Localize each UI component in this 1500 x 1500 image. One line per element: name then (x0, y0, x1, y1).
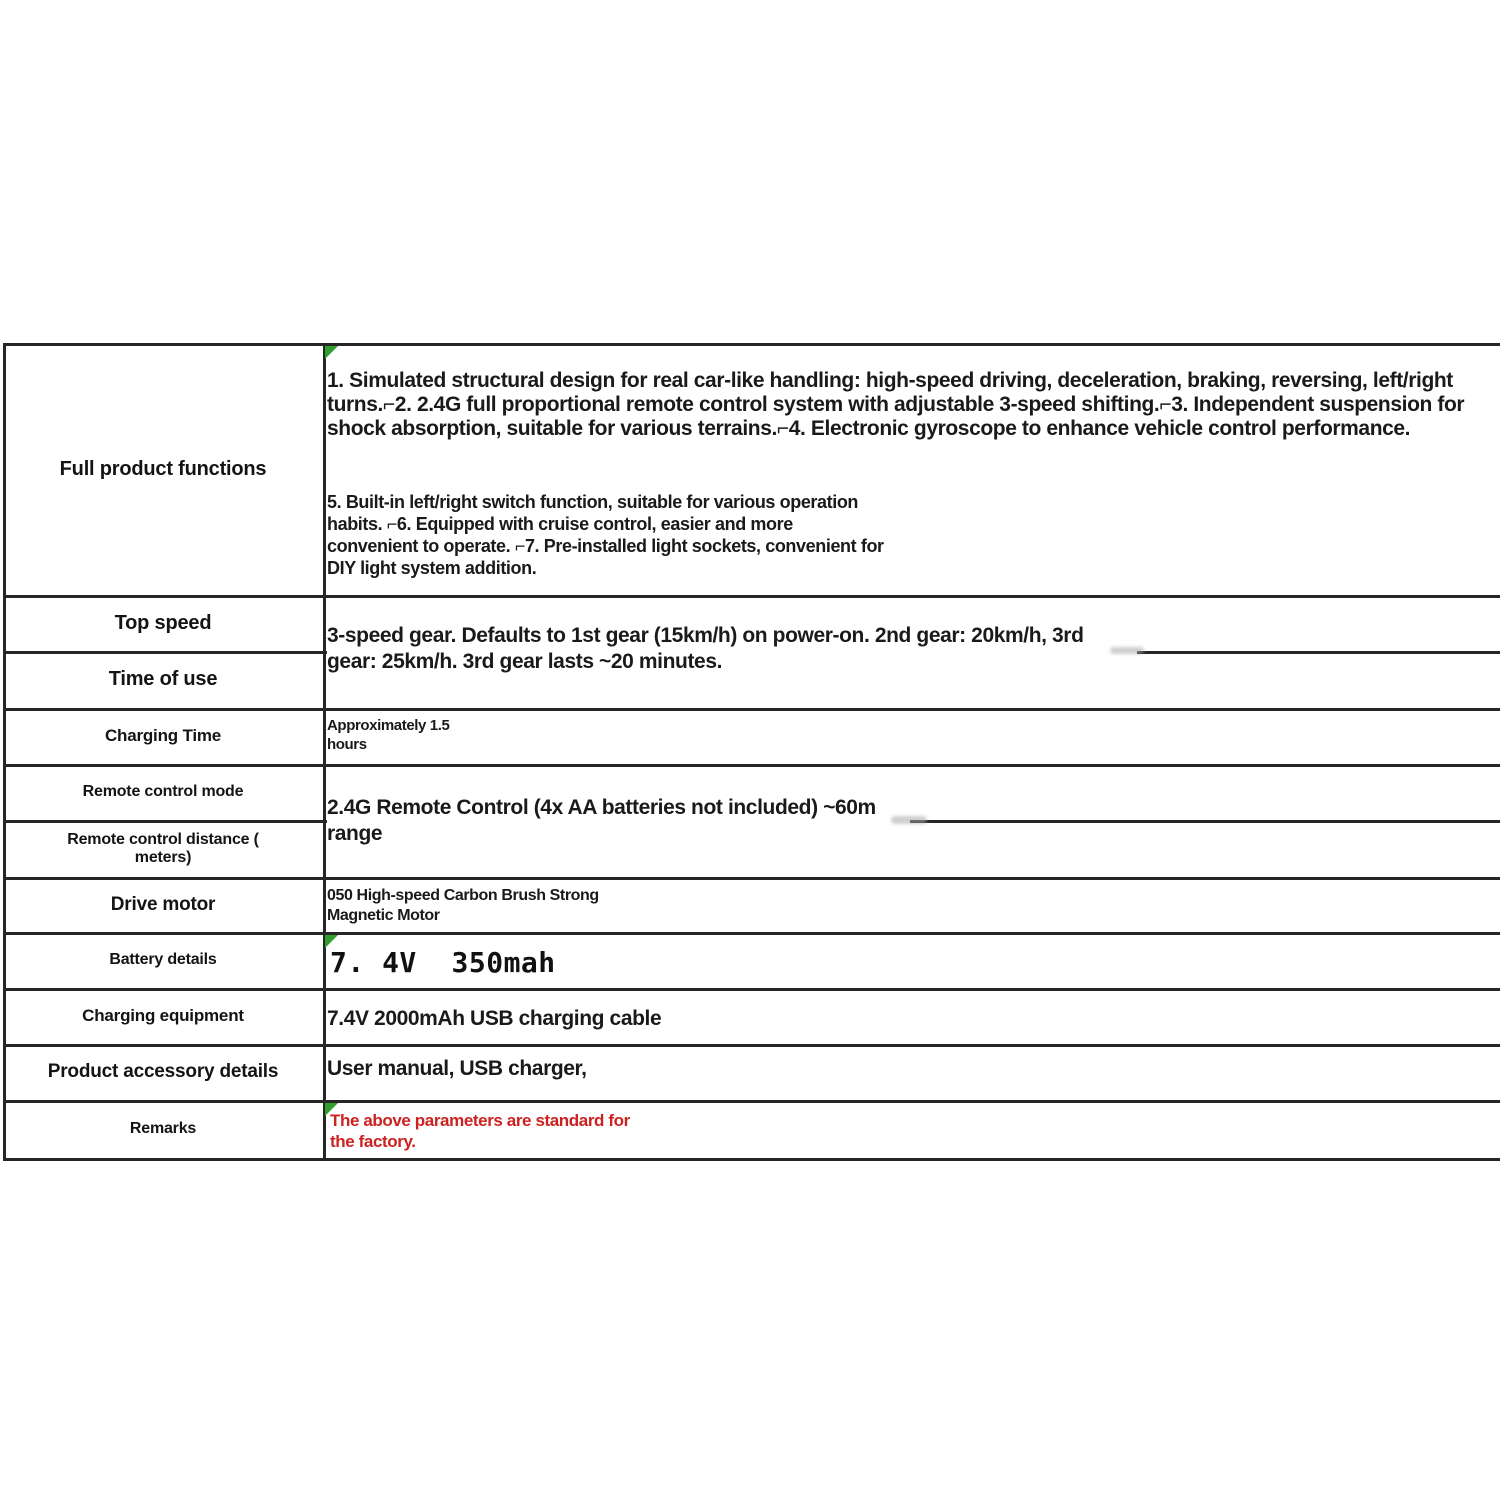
row-label-text: Product accessory details (47, 1061, 279, 1082)
row-label-full-product-functions (3, 343, 323, 595)
row-label-top-speed (3, 595, 323, 651)
value-remote-control (327, 795, 910, 847)
row-label-text: Top speed (114, 611, 212, 634)
row-label-charging-time (3, 708, 323, 764)
row-label-time-of-use (3, 651, 323, 708)
row-label-text: meters) (134, 848, 192, 866)
value-line: Magnetic Motor (327, 907, 440, 924)
row-label-text: Charging equipment (82, 1006, 244, 1025)
row-label-battery-details (3, 932, 323, 988)
row-label-drive-motor (3, 877, 323, 932)
value-line: the factory. (330, 1132, 416, 1151)
row-label-remote-control-mode (3, 764, 323, 820)
row-label-text: Time of use (108, 668, 218, 690)
value-line: 3-speed gear. Defaults to 1st gear (15km/h) on power-on. 2nd gear: 20km/h, 3rd (327, 624, 1084, 647)
row-label-text: Remote control mode (82, 783, 244, 800)
row-label-remote-control-distance (3, 820, 323, 877)
value-line: range (327, 822, 383, 845)
table-bottom-border (3, 1158, 1500, 1161)
row-label-charging-equipment (3, 988, 323, 1044)
value-line: The above parameters are standard for (330, 1111, 630, 1130)
row-label-text: Remote control distance ( (67, 830, 259, 848)
value-remarks (330, 1110, 630, 1152)
value-line: 2.4G Remote Control (4x AA batteries not included) ~60m (327, 796, 876, 819)
row-label-product-accessory-details (3, 1044, 323, 1100)
value-drive-motor (327, 886, 647, 926)
value-line: gear: 25km/h. 3rd gear lasts ~20 minutes. (327, 650, 723, 673)
value-full-product-functions-paragraph-1: 1. Simulated structural design for real car-like handling: high-speed driving, deceleration, braking, reversing, left/right turns.⌐2. 2.4G full proportional remote control system with adjustable 3-speed shifting.⌐3. Independent suspension for shock absorption, suitable for various terrains.⌐4. Electronic gyroscope to enhance vehicle control performance. (327, 369, 1465, 440)
value-product-accessories: User manual, USB charger, (327, 1057, 587, 1080)
column-divider-line (323, 343, 326, 1161)
value-full-product-functions-paragraph-2: 5. Built-in left/right switch function, suitable for various operation habits. ⌐6. Equipped with cruise control, easier and more convenient to operate. ⌐7. Pre-installed light sockets, convenient for DIY light system addition. (327, 492, 884, 578)
value-battery-details: 7. 4V 350mah (330, 946, 556, 979)
value-line: hours (327, 736, 367, 753)
row-label-text: Charging Time (104, 726, 222, 745)
value-charging-equipment: 7.4V 2000mAh USB charging cable (327, 1007, 662, 1030)
line-smudge (1110, 647, 1144, 654)
value-line: 050 High-speed Carbon Brush Strong (327, 887, 599, 904)
row-label-text: Drive motor (110, 893, 216, 915)
row-label-text: Remarks (129, 1120, 197, 1137)
row-label-text: Full product functions (59, 457, 267, 480)
value-speed-and-time (327, 623, 1137, 675)
line-smudge (891, 816, 927, 824)
value-line: Approximately 1.5 (327, 717, 450, 734)
value-charging-time (327, 716, 527, 754)
green-corner-marker-icon (325, 346, 338, 359)
row-label-remarks (3, 1100, 323, 1158)
row-label-text: Battery details (109, 951, 217, 968)
